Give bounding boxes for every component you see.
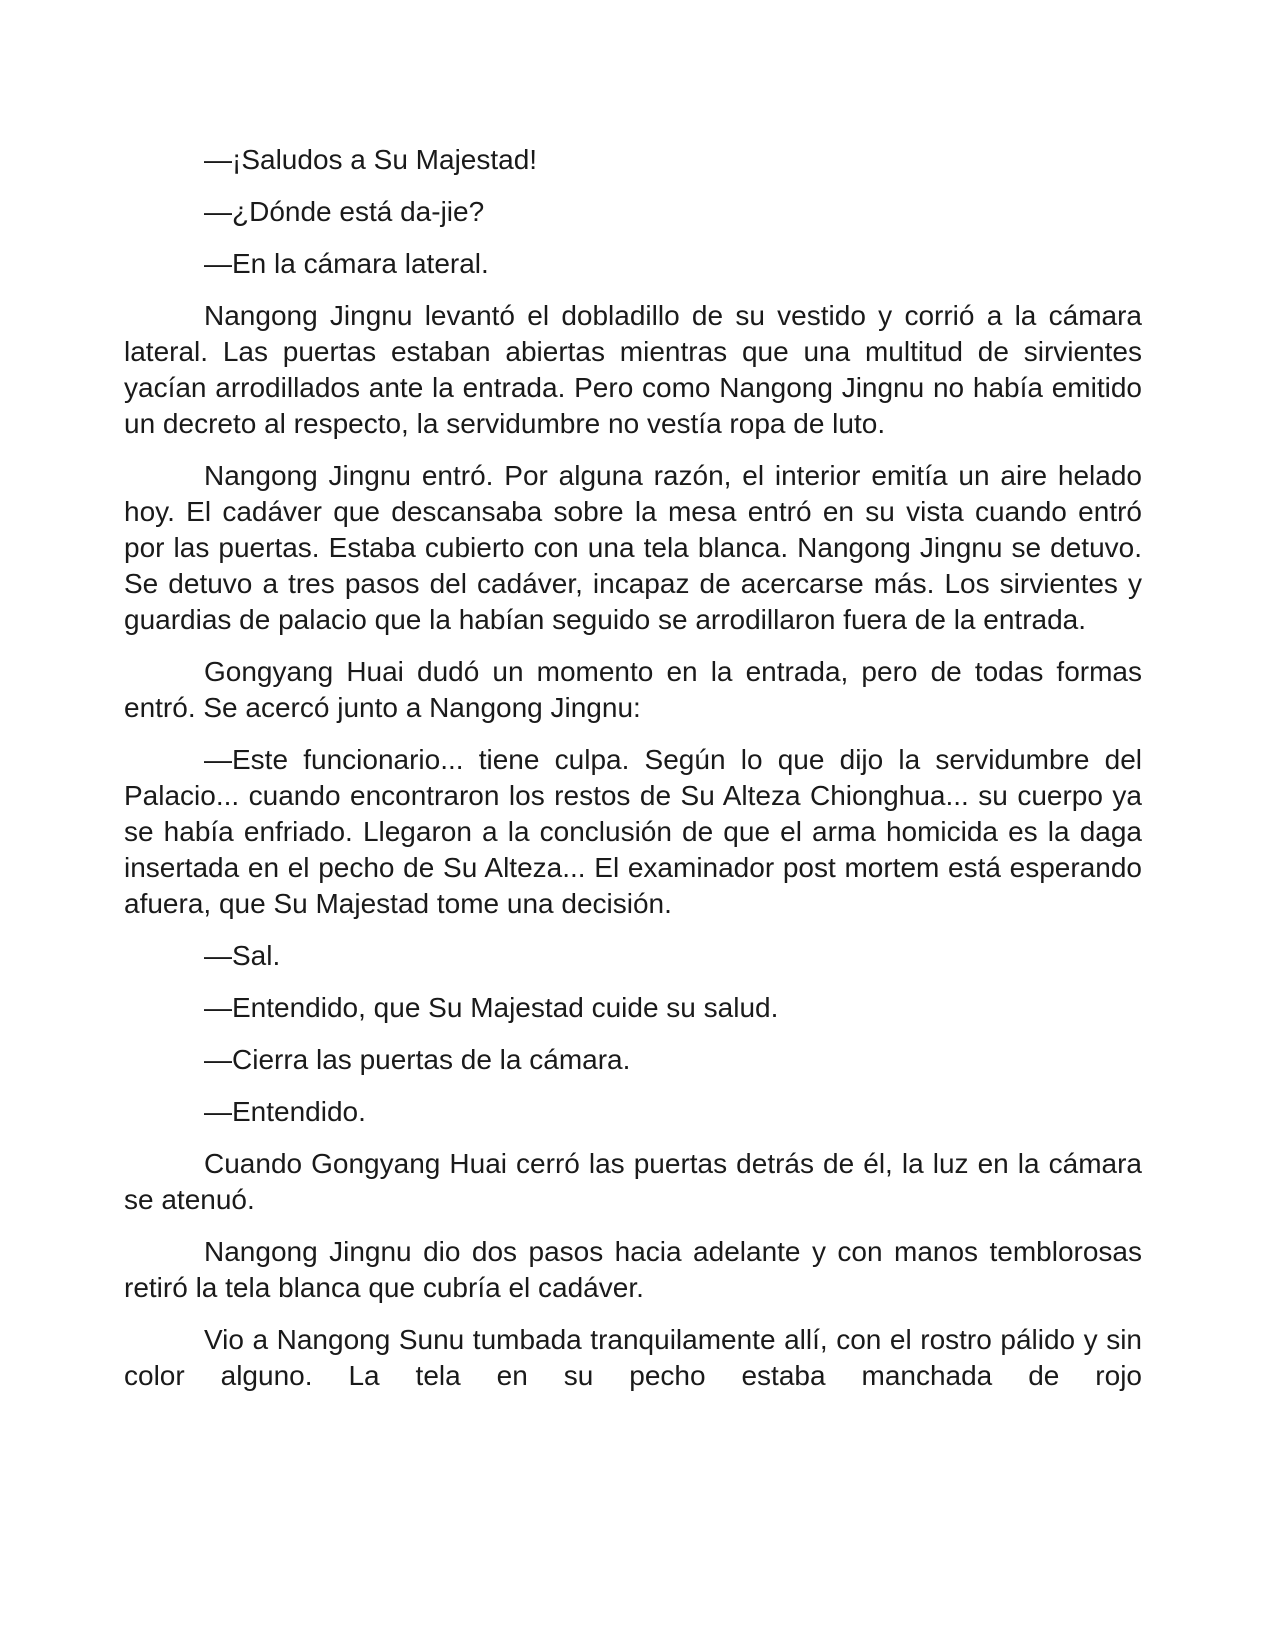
paragraph-10: —Cierra las puertas de la cámara. — [204, 1044, 631, 1075]
paragraph-7: —Este funcionario... tiene culpa. Según lo que dijo la servidumbre del Palacio... cuando encontraron los restos de Su Alteza Chionghua... su cuerpo ya se había enfriado. Llegaron a la conclusión de que el arma homicida es la daga insertada en el pecho de Su Alteza... El examinador post mortem está esperando afuera, que Su Majestad tome una decisión. — [124, 744, 1142, 919]
paragraph-3: —En la cámara lateral. — [204, 248, 489, 279]
paragraph-8: —Sal. — [204, 940, 281, 971]
paragraph-13: Nangong Jingnu dio dos pasos hacia adelante y con manos temblorosas retiró la tela blanca que cubría el cadáver. — [124, 1236, 1142, 1303]
paragraph-1: —¡Saludos a Su Majestad! — [204, 144, 538, 175]
paragraph-2: —¿Dónde está da-jie? — [204, 196, 485, 227]
paragraph-11: —Entendido. — [204, 1096, 366, 1127]
paragraph-12: Cuando Gongyang Huai cerró las puertas detrás de él, la luz en la cámara se atenuó. — [124, 1148, 1142, 1215]
paragraph-4: Nangong Jingnu levantó el dobladillo de su vestido y corrió a la cámara lateral. Las puertas estaban abiertas mientras que una multitud de sirvientes yacían arrodillados ante la entrada. Pero como Nangong Jingnu no había emitido un decreto al respecto, la servidumbre no vestía ropa de luto. — [124, 300, 1142, 439]
paragraph-9: —Entendido, que Su Majestad cuide su salud. — [204, 992, 779, 1023]
document-page — [124, 142, 1142, 1394]
paragraph-14: Vio a Nangong Sunu tumbada tranquilamente allí, con el rostro pálido y sin color alguno. La tela en su pecho estaba manchada de rojo — [124, 1324, 1142, 1391]
paragraph-6: Gongyang Huai dudó un momento en la entrada, pero de todas formas entró. Se acercó junto a Nangong Jingnu: — [124, 656, 1142, 723]
paragraph-5: Nangong Jingnu entró. Por alguna razón, el interior emitía un aire helado hoy. El cadáver que descansaba sobre la mesa entró en su vista cuando entró por las puertas. Estaba cubierto con una tela blanca. Nangong Jingnu se detuvo. Se detuvo a tres pasos del cadáver, incapaz de acercarse más. Los sirvientes y guardias de palacio que la habían seguido se arrodillaron fuera de la entrada. — [124, 460, 1142, 635]
